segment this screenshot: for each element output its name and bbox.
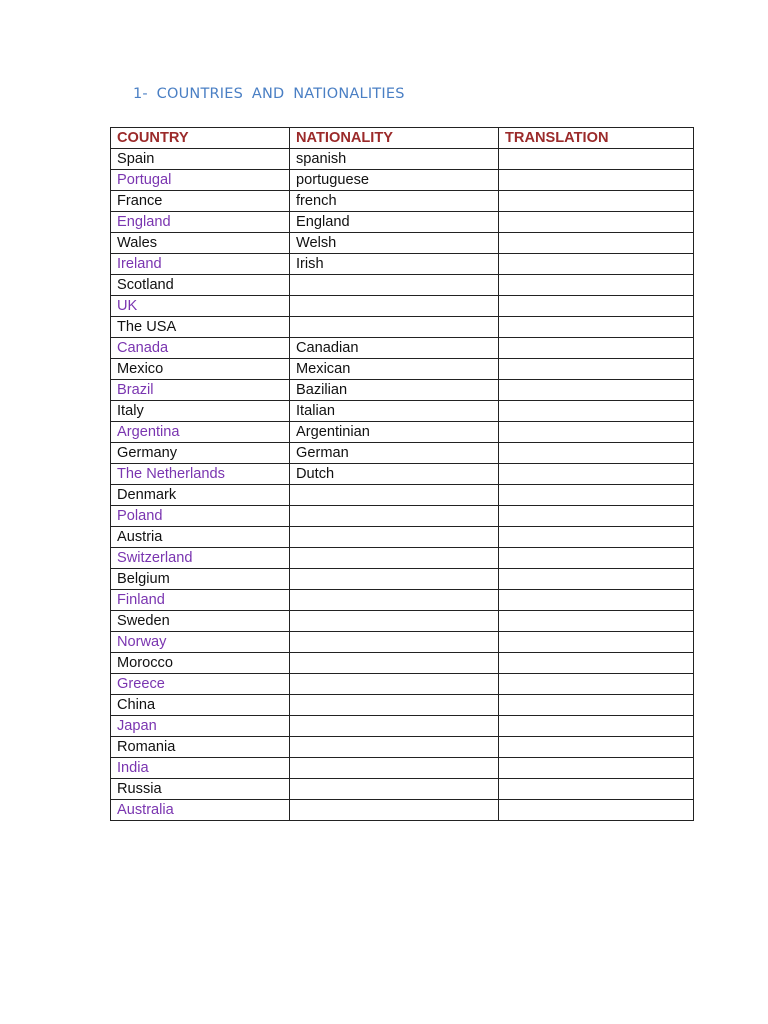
country-cell: India [111, 758, 290, 779]
country-cell: Belgium [111, 569, 290, 590]
nationality-cell: Canadian [290, 338, 499, 359]
nationality-cell: Welsh [290, 233, 499, 254]
table-row [111, 170, 694, 191]
nationality-cell: french [290, 191, 499, 212]
translation-cell [499, 779, 694, 800]
table-row [111, 233, 694, 254]
table-row [111, 296, 694, 317]
translation-cell [499, 401, 694, 422]
table-row [111, 674, 694, 695]
table-row [111, 716, 694, 737]
translation-cell [499, 485, 694, 506]
country-cell: Austria [111, 527, 290, 548]
nationality-cell: Argentinian [290, 422, 499, 443]
translation-cell [499, 296, 694, 317]
translation-cell [499, 233, 694, 254]
translation-cell [499, 569, 694, 590]
table-row [111, 653, 694, 674]
country-cell: England [111, 212, 290, 233]
table-row [111, 632, 694, 653]
translation-cell [499, 422, 694, 443]
nationality-cell [290, 653, 499, 674]
country-cell: Germany [111, 443, 290, 464]
section-title: 1- COUNTRIES AND NATIONALITIES [133, 86, 405, 102]
translation-cell [499, 317, 694, 338]
country-cell: China [111, 695, 290, 716]
country-cell: Canada [111, 338, 290, 359]
translation-cell [499, 380, 694, 401]
nationality-cell [290, 569, 499, 590]
table-row [111, 149, 694, 170]
translation-cell [499, 695, 694, 716]
nationality-cell [290, 758, 499, 779]
table-row [111, 485, 694, 506]
table-row [111, 548, 694, 569]
nationality-cell [290, 527, 499, 548]
country-cell: Greece [111, 674, 290, 695]
country-cell: Ireland [111, 254, 290, 275]
table-row [111, 317, 694, 338]
table-row [111, 737, 694, 758]
country-cell: Poland [111, 506, 290, 527]
translation-cell [499, 506, 694, 527]
country-cell: Morocco [111, 653, 290, 674]
table-row [111, 212, 694, 233]
nationality-cell: Dutch [290, 464, 499, 485]
header-translation: TRANSLATION [499, 128, 694, 149]
table-row [111, 569, 694, 590]
country-cell: Finland [111, 590, 290, 611]
country-cell: Japan [111, 716, 290, 737]
nationality-cell [290, 800, 499, 821]
table-row [111, 800, 694, 821]
nationality-cell: Irish [290, 254, 499, 275]
table-row [111, 191, 694, 212]
nationality-cell [290, 779, 499, 800]
table-row [111, 758, 694, 779]
table-row [111, 380, 694, 401]
translation-cell [499, 338, 694, 359]
table-row [111, 254, 694, 275]
nationality-cell: England [290, 212, 499, 233]
nationality-cell [290, 485, 499, 506]
header-nationality: NATIONALITY [290, 128, 499, 149]
nationality-cell [290, 317, 499, 338]
table-row [111, 506, 694, 527]
nationality-cell: portuguese [290, 170, 499, 191]
nationality-cell [290, 695, 499, 716]
country-cell: Russia [111, 779, 290, 800]
nationality-cell [290, 737, 499, 758]
country-cell: The USA [111, 317, 290, 338]
country-cell: Denmark [111, 485, 290, 506]
nationality-cell [290, 632, 499, 653]
translation-cell [499, 737, 694, 758]
translation-cell [499, 548, 694, 569]
table-row [111, 527, 694, 548]
translation-cell [499, 527, 694, 548]
table-row [111, 611, 694, 632]
country-cell: Norway [111, 632, 290, 653]
country-cell: Romania [111, 737, 290, 758]
translation-cell [499, 443, 694, 464]
country-cell: Australia [111, 800, 290, 821]
translation-cell [499, 800, 694, 821]
nationality-cell: Bazilian [290, 380, 499, 401]
country-cell: France [111, 191, 290, 212]
translation-cell [499, 464, 694, 485]
nationality-cell [290, 716, 499, 737]
country-cell: Italy [111, 401, 290, 422]
translation-cell [499, 716, 694, 737]
nationality-cell [290, 548, 499, 569]
country-cell: Mexico [111, 359, 290, 380]
country-cell: Scotland [111, 275, 290, 296]
table-row [111, 422, 694, 443]
country-cell: Switzerland [111, 548, 290, 569]
table-row [111, 401, 694, 422]
translation-cell [499, 191, 694, 212]
countries-table [110, 127, 694, 821]
translation-cell [499, 149, 694, 170]
table-row [111, 590, 694, 611]
table-row [111, 464, 694, 485]
translation-cell [499, 254, 694, 275]
translation-cell [499, 590, 694, 611]
country-cell: Portugal [111, 170, 290, 191]
country-cell: Wales [111, 233, 290, 254]
header-country: COUNTRY [111, 128, 290, 149]
translation-cell [499, 653, 694, 674]
translation-cell [499, 212, 694, 233]
nationality-cell [290, 506, 499, 527]
country-cell: Sweden [111, 611, 290, 632]
translation-cell [499, 275, 694, 296]
translation-cell [499, 674, 694, 695]
nationality-cell [290, 611, 499, 632]
country-cell: Brazil [111, 380, 290, 401]
translation-cell [499, 170, 694, 191]
nationality-cell [290, 590, 499, 611]
nationality-cell [290, 296, 499, 317]
country-cell: UK [111, 296, 290, 317]
table-row [111, 275, 694, 296]
nationality-cell: Mexican [290, 359, 499, 380]
translation-cell [499, 359, 694, 380]
country-cell: Argentina [111, 422, 290, 443]
nationality-cell: German [290, 443, 499, 464]
table-row [111, 695, 694, 716]
nationality-cell [290, 674, 499, 695]
table-row [111, 443, 694, 464]
translation-cell [499, 632, 694, 653]
translation-cell [499, 611, 694, 632]
table-row [111, 779, 694, 800]
table-row [111, 338, 694, 359]
nationality-cell [290, 275, 499, 296]
country-cell: Spain [111, 149, 290, 170]
country-cell: The Netherlands [111, 464, 290, 485]
table-row [111, 359, 694, 380]
nationality-cell: spanish [290, 149, 499, 170]
nationality-cell: Italian [290, 401, 499, 422]
table-header-row [111, 128, 694, 149]
translation-cell [499, 758, 694, 779]
